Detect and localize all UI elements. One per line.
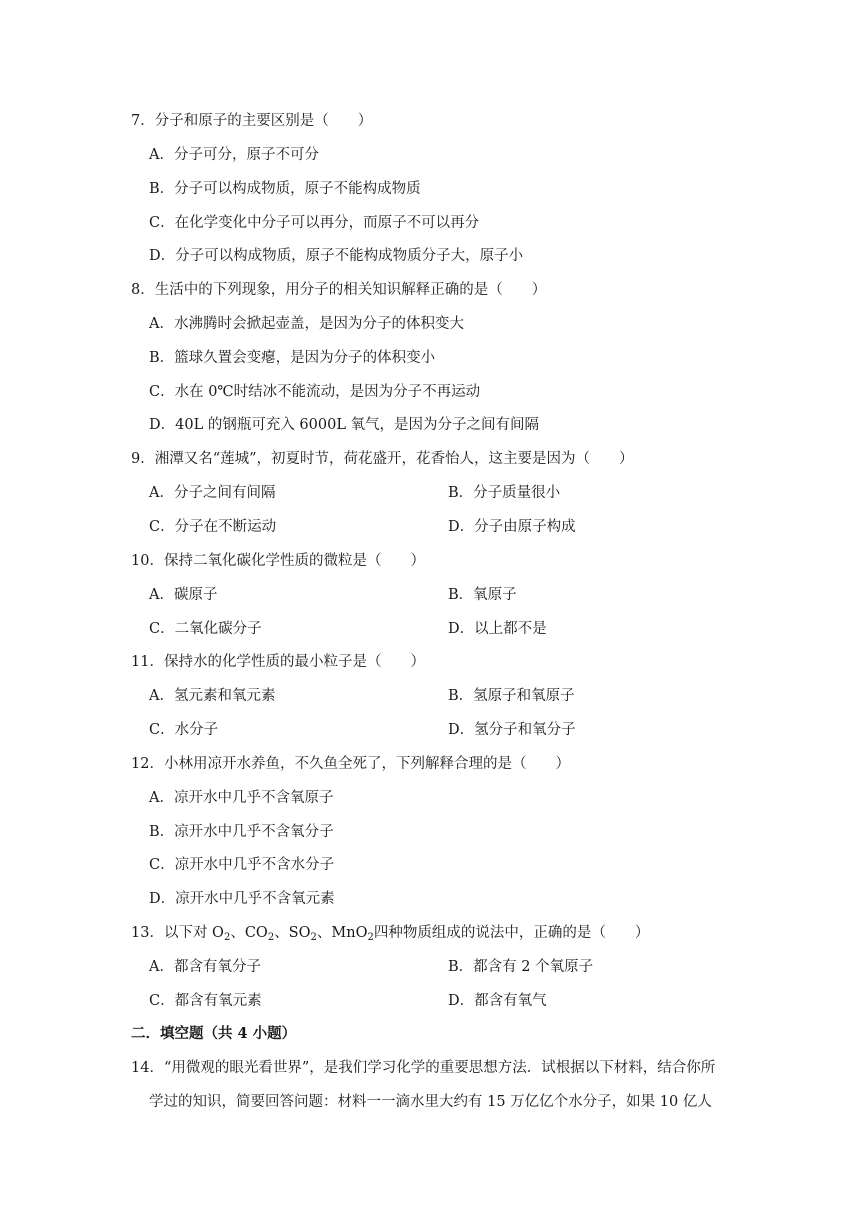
question-13-option-a: A．都含有氧分子 xyxy=(149,959,261,975)
question-12-option-c: C．凉开水中几乎不含水分子 xyxy=(149,857,335,873)
question-10-option-a: A．碳原子 xyxy=(149,587,218,603)
section-2-title: 二．填空题（共 4 小题） xyxy=(131,1025,297,1042)
question-9-option-b: B．分子质量很小 xyxy=(448,485,561,501)
question-8-stem: 8．生活中的下列现象，用分子的相关知识解释正确的是（ ） xyxy=(131,282,547,298)
question-7-option-b: B．分子可以构成物质，原子不能构成物质 xyxy=(149,181,421,197)
question-13-option-d: D．都含有氧气 xyxy=(448,993,547,1009)
question-8-option-b: B．篮球久置会变瘪，是因为分子的体积变小 xyxy=(149,350,436,366)
question-11-option-b: B．氢原子和氧原子 xyxy=(448,688,575,704)
question-13-option-c: C．都含有氧元素 xyxy=(149,993,262,1009)
question-11-stem: 11．保持水的化学性质的最小粒子是（ ） xyxy=(131,654,425,670)
question-9-option-c: C．分子在不断运动 xyxy=(149,519,277,535)
question-13-stem: 13．以下对 $O_2$、$CO_2$、$SO_2$、MnO$_2$四种物质组成的说法中，正确的是（ ） xyxy=(131,925,650,943)
question-12-option-a: A．凉开水中几乎不含氧原子 xyxy=(149,790,334,806)
question-8-option-d: D．40L 的钢瓶可充入 6000L 氧气，是因为分子之间有间隔 xyxy=(149,417,540,433)
question-14-line-1: 14．“用微观的眼光看世界”，是我们学习化学的重要思想方法．试根据以下材料，结合你所 xyxy=(131,1060,716,1076)
question-10-option-b: B．氧原子 xyxy=(448,587,517,603)
question-8-option-c: C．水在 0℃时结冰不能流动，是因为分子不再运动 xyxy=(149,384,481,400)
question-9-stem: 9．湘潭又名“莲城”，初夏时节，荷花盛开，花香怡人，这主要是因为（ ） xyxy=(131,451,634,467)
question-10-option-d: D．以上都不是 xyxy=(448,621,547,637)
question-14-line-2: 学过的知识，简要回答问题：材料一一滴水里大约有 15 万亿亿个水分子，如果 10 亿人 xyxy=(149,1094,712,1110)
question-7-option-c: C．在化学变化中分子可以再分，而原子不可以再分 xyxy=(149,215,480,231)
question-10-option-c: C．二氧化碳分子 xyxy=(149,621,262,637)
question-11-option-c: C．水分子 xyxy=(149,722,219,738)
question-12-option-d: D．凉开水中几乎不含氧元素 xyxy=(149,891,335,907)
question-9-option-d: D．分子由原子构成 xyxy=(448,519,576,535)
question-11-option-a: A．氢元素和氧元素 xyxy=(149,688,276,704)
question-13-option-b: B．都含有 2 个氧原子 xyxy=(448,959,594,975)
question-7-stem: 7．分子和原子的主要区别是（ ） xyxy=(131,113,373,129)
question-11-option-d: D．氢分子和氧分子 xyxy=(448,722,576,738)
question-12-option-b: B．凉开水中几乎不含氧分子 xyxy=(149,824,334,840)
question-7-option-d: D．分子可以构成物质，原子不能构成物质分子大，原子小 xyxy=(149,248,524,264)
question-8-option-a: A．水沸腾时会掀起壶盖，是因为分子的体积变大 xyxy=(149,316,464,332)
question-12-stem: 12．小林用凉开水养鱼，不久鱼全死了，下列解释合理的是（ ） xyxy=(131,756,570,772)
question-7-option-a: A．分子可分，原子不可分 xyxy=(149,147,319,163)
question-10-stem: 10．保持二氧化碳化学性质的微粒是（ ） xyxy=(131,553,425,569)
question-9-option-a: A．分子之间有间隔 xyxy=(149,485,276,501)
